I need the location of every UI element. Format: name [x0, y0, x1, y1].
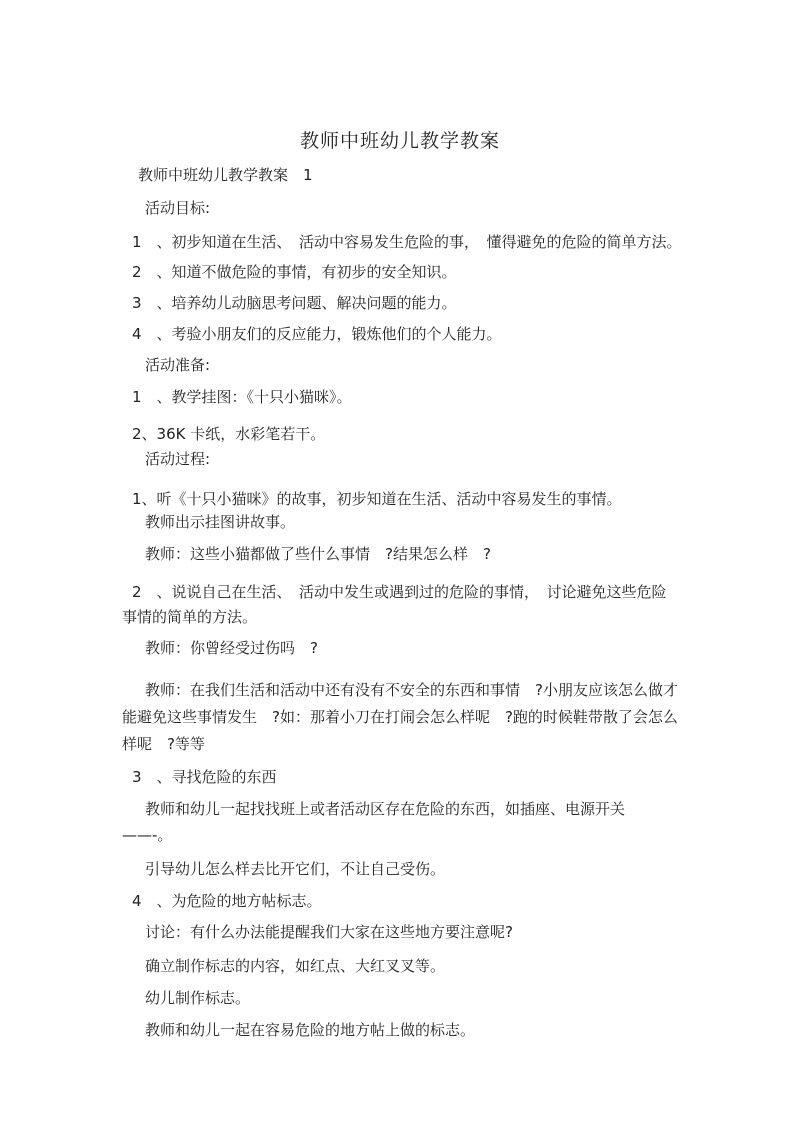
- paragraph-line: 引导幼儿怎么样去比开它们，不让自己受伤。: [145, 860, 446, 878]
- process-step-1: 1、听《十只小猫咪》的故事，初步知道在生活、活动中容易发生的事情。: [132, 490, 622, 508]
- lesson-heading: 教师中班幼儿教学教案 1: [138, 166, 313, 184]
- goal-item-4: 4 、考验小朋友们的反应能力，锻炼他们的个人能力。: [132, 325, 502, 343]
- preparation-item-1: 1 、教学挂图：《十只小猫咪》。: [132, 388, 352, 406]
- process-step-3: 3 、寻找危险的东西: [132, 768, 277, 786]
- paragraph-line: 事情的简单的方法。: [122, 608, 258, 626]
- paragraph-line: 样呢 ?等等: [122, 735, 205, 753]
- section-heading-goals: 活动目标:: [145, 199, 211, 217]
- paragraph-line: 教师：这些小猫都做了些什么事情 ?结果怎么样 ?: [145, 545, 491, 563]
- paragraph-line: 教师：在我们生活和活动中还有没有不安全的东西和事情 ?小朋友应该怎么做才: [145, 681, 678, 699]
- process-step-2: 2 、说说自己在生活、 活动中发生或遇到过的危险的事情， 讨论避免这些危险: [132, 583, 667, 601]
- preparation-item-2: 2、36K 卡纸，水彩笔若干。: [132, 425, 326, 443]
- paragraph-line: 幼儿制作标志。: [145, 989, 251, 1007]
- goal-item-1: 1 、初步知道在生活、 活动中容易发生危险的事， 懂得避免的危险的简单方法。: [132, 233, 682, 251]
- paragraph-line: 教师和幼儿一起在容易危险的地方帖上做的标志。: [145, 1021, 476, 1039]
- paragraph-line: 教师和幼儿一起找找班上或者活动区存在危险的东西，如插座、电源开关: [145, 800, 626, 818]
- paragraph-line: 教师出示挂图讲故事。: [145, 513, 296, 531]
- section-heading-process: 活动过程:: [145, 450, 211, 468]
- paragraph-line: 能避免这些事情发生 ?如：那着小刀在打闹会怎么样呢 ?跑的时候鞋带散了会怎么: [122, 708, 678, 726]
- goal-item-2: 2 、知道不做危险的事情，有初步的安全知识。: [132, 263, 457, 281]
- process-step-4: 4 、为危险的地方帖标志。: [132, 892, 322, 910]
- section-heading-preparation: 活动准备:: [145, 356, 211, 374]
- paragraph-line: 讨论：有什么办法能提醒我们大家在这些地方要注意呢?: [145, 923, 513, 941]
- paragraph-line: 教师：你曾经受过伤吗 ?: [145, 639, 318, 657]
- document-title: 教师中班幼儿教学教案: [299, 130, 500, 152]
- paragraph-line: ——-。: [122, 826, 173, 844]
- goal-item-3: 3 、培养幼儿动脑思考问题、解决问题的能力。: [132, 294, 457, 312]
- paragraph-line: 确立制作标志的内容，如红点、大红叉叉等。: [145, 957, 446, 975]
